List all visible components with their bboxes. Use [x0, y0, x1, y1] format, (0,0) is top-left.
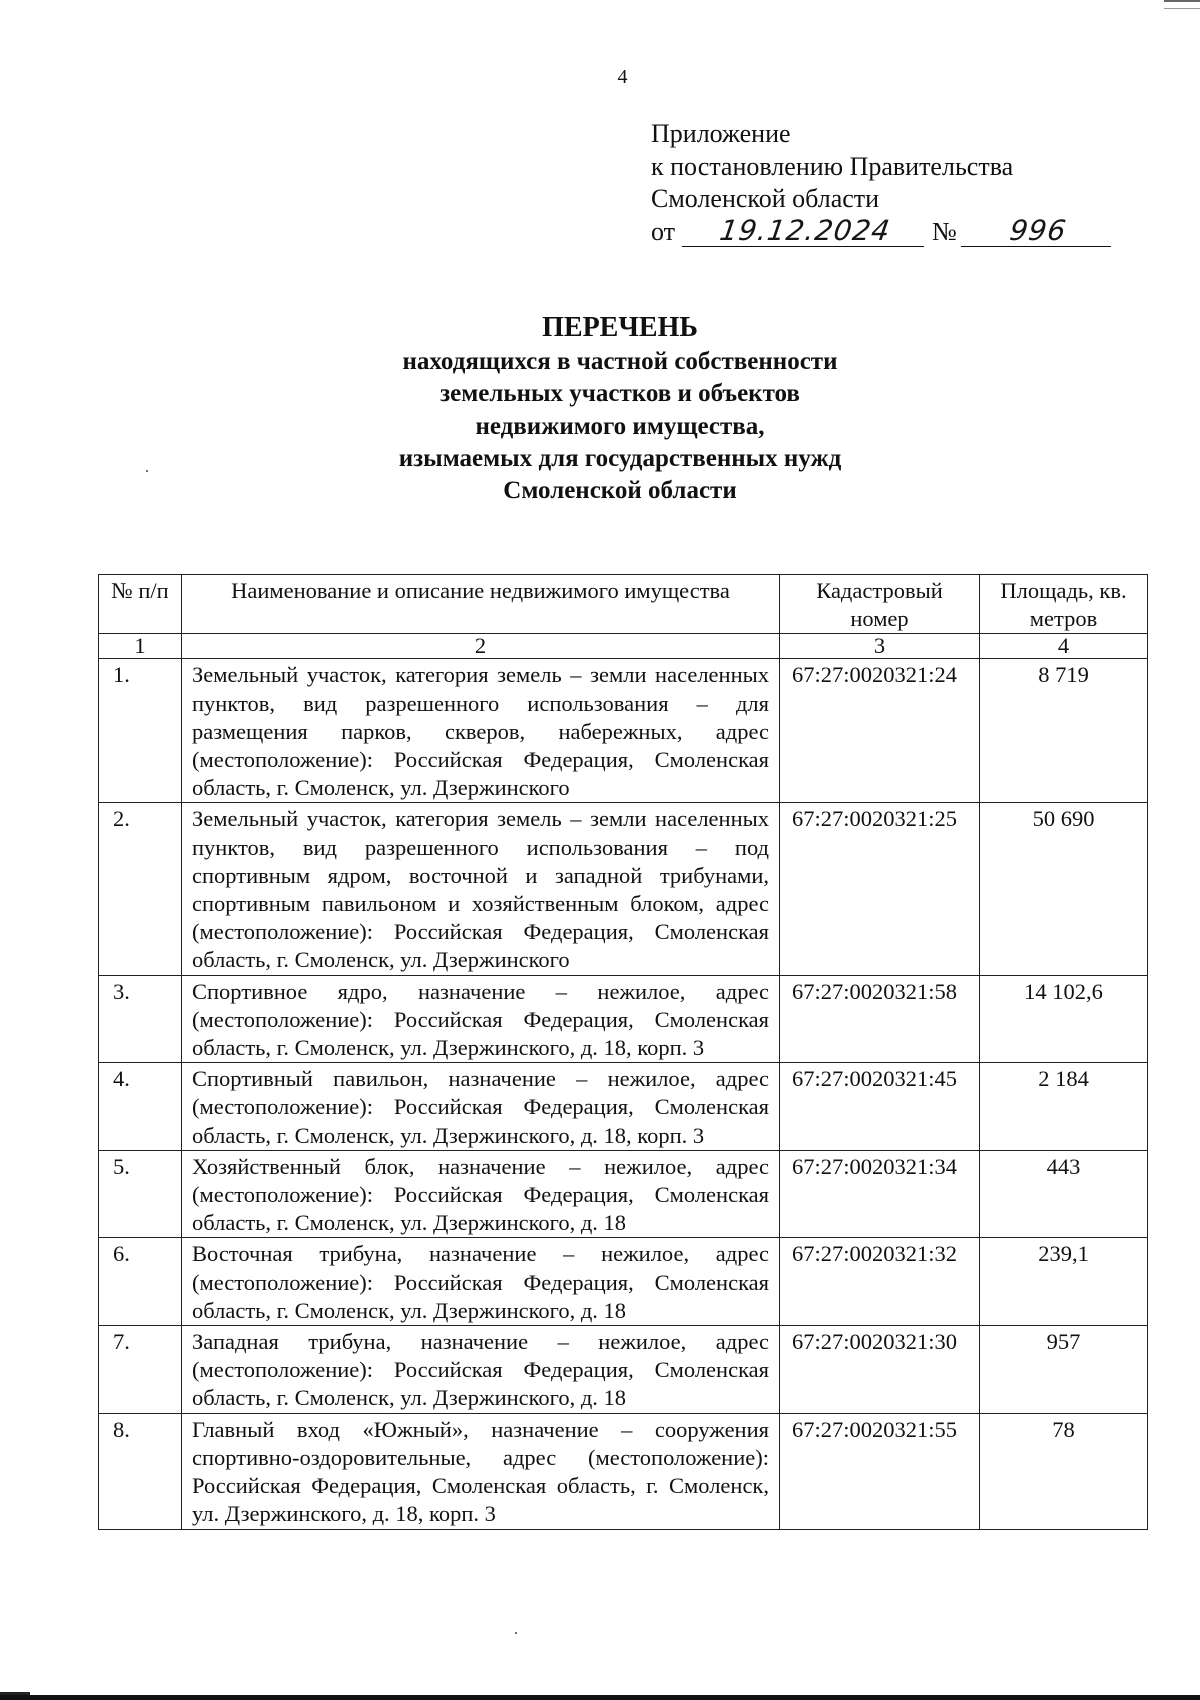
column-number: 3: [780, 634, 980, 659]
scan-speck: [515, 1632, 517, 1634]
row-description: Западная трибуна, назначение – нежилое, адрес (местоположение): Российская Федерация, Смоленская область, г. Смоленск, ул. Дзержинского, д. 18: [182, 1326, 780, 1414]
row-number: 1.: [99, 659, 182, 803]
row-number: 3.: [99, 975, 182, 1063]
scan-speck: [146, 470, 148, 472]
appendix-title: Приложение: [651, 119, 791, 148]
table-row: [99, 975, 1148, 1063]
table-row: [99, 1063, 1148, 1151]
row-cadastral-number: 67:27:0020321:55: [780, 1413, 980, 1529]
appendix-region: Смоленской области: [651, 184, 880, 213]
title-line: недвижимого имущества,: [475, 412, 765, 440]
document-title: [330, 312, 910, 507]
date-prefix: от: [651, 216, 676, 246]
appendix-reference: к постановлению Правительства: [651, 151, 1014, 181]
row-description: Земельный участок, категория земель – земли населенных пунктов, вид разрешенного использования – для размещения парков, скверов, набережных, адрес (местоположение): Российская Федерация, Смоленская область, г. Смоленск, ул. Дзержинского: [182, 659, 780, 803]
row-description: Главный вход «Южный», назначение – сооружения спортивно-оздоровительные, адрес (местоположение): Российская Федерация, Смоленская область, г. Смоленск, ул. Дзержинского, д. 18, корп. 3: [182, 1413, 780, 1529]
row-description: Хозяйственный блок, назначение – нежилое, адрес (местоположение): Российская Федерация, Смоленская область, г. Смоленск, ул. Дзержинского, д. 18: [182, 1150, 780, 1238]
table-row: [99, 1326, 1148, 1414]
row-area: 78: [980, 1413, 1148, 1529]
row-area: 50 690: [980, 803, 1148, 975]
title-main: ПЕРЕЧЕНЬ: [542, 312, 698, 343]
row-cadastral-number: 67:27:0020321:34: [780, 1150, 980, 1238]
scan-edge-mark: [0, 1695, 1200, 1700]
row-cadastral-number: 67:27:0020321:45: [780, 1063, 980, 1151]
row-area: 2 184: [980, 1063, 1148, 1151]
header-cadastral: Кадастровый номер: [780, 575, 980, 634]
row-cadastral-number: 67:27:0020321:32: [780, 1238, 980, 1326]
handwritten-number: 996: [961, 216, 1115, 247]
number-prefix: №: [932, 216, 957, 246]
table-header-row: [99, 575, 1148, 634]
scan-edge-mark: [1164, 0, 1200, 2]
appendix-block: [651, 118, 1121, 248]
page-number: 4: [617, 66, 628, 88]
title-line: Смоленской области: [503, 477, 737, 505]
column-number-row: [99, 634, 1148, 659]
table-row: [99, 1150, 1148, 1238]
row-number: 2.: [99, 803, 182, 975]
property-table: [98, 574, 1148, 1530]
row-number: 6.: [99, 1238, 182, 1326]
table-row: [99, 1238, 1148, 1326]
row-cadastral-number: 67:27:0020321:24: [780, 659, 980, 803]
row-number: 5.: [99, 1150, 182, 1238]
row-area: 957: [980, 1326, 1148, 1414]
row-cadastral-number: 67:27:0020321:58: [780, 975, 980, 1063]
header-area: Площадь, кв. метров: [980, 575, 1148, 634]
column-number: 4: [980, 634, 1148, 659]
column-number: 2: [182, 634, 780, 659]
row-description: Спортивный павильон, назначение – нежилое, адрес (местоположение): Российская Федерация, Смоленская область, г. Смоленск, ул. Дзержинского, д. 18, корп. 3: [182, 1063, 780, 1151]
row-description: Восточная трибуна, назначение – нежилое, адрес (местоположение): Российская Федерация, Смоленская область, г. Смоленск, ул. Дзержинского, д. 18: [182, 1238, 780, 1326]
title-line: земельных участков и объектов: [440, 380, 800, 408]
table-row: [99, 1413, 1148, 1529]
row-area: 239,1: [980, 1238, 1148, 1326]
row-cadastral-number: 67:27:0020321:25: [780, 803, 980, 975]
title-line: изымаемых для государственных нужд: [398, 444, 842, 472]
row-number: 4.: [99, 1063, 182, 1151]
row-description: Земельный участок, категория земель – земли населенных пунктов, вид разрешенного использования – под спортивным ядром, восточной и западной трибунами, спортивным павильоном и хозяйственным блоком, адрес (местоположение): Российская Федерация, Смоленская область, г. Смоленск, ул. Дзержинского: [182, 803, 780, 975]
title-line: находящихся в частной собственности: [402, 348, 838, 376]
row-area: 14 102,6: [980, 975, 1148, 1063]
row-description: Спортивное ядро, назначение – нежилое, адрес (местоположение): Российская Федерация, Смоленская область, г. Смоленск, ул. Дзержинского, д. 18, корп. 3: [182, 975, 780, 1063]
row-cadastral-number: 67:27:0020321:30: [780, 1326, 980, 1414]
appendix-date-line: [651, 213, 1121, 249]
row-number: 7.: [99, 1326, 182, 1414]
handwritten-date: 19.12.2024: [681, 216, 927, 247]
row-area: 443: [980, 1150, 1148, 1238]
header-num: № п/п: [99, 575, 182, 634]
row-area: 8 719: [980, 659, 1148, 803]
scan-edge-mark: [1164, 8, 1200, 9]
column-number: 1: [99, 634, 182, 659]
table-row: [99, 659, 1148, 803]
header-description: Наименование и описание недвижимого имущества: [182, 575, 780, 634]
row-number: 8.: [99, 1413, 182, 1529]
table-row: [99, 803, 1148, 975]
